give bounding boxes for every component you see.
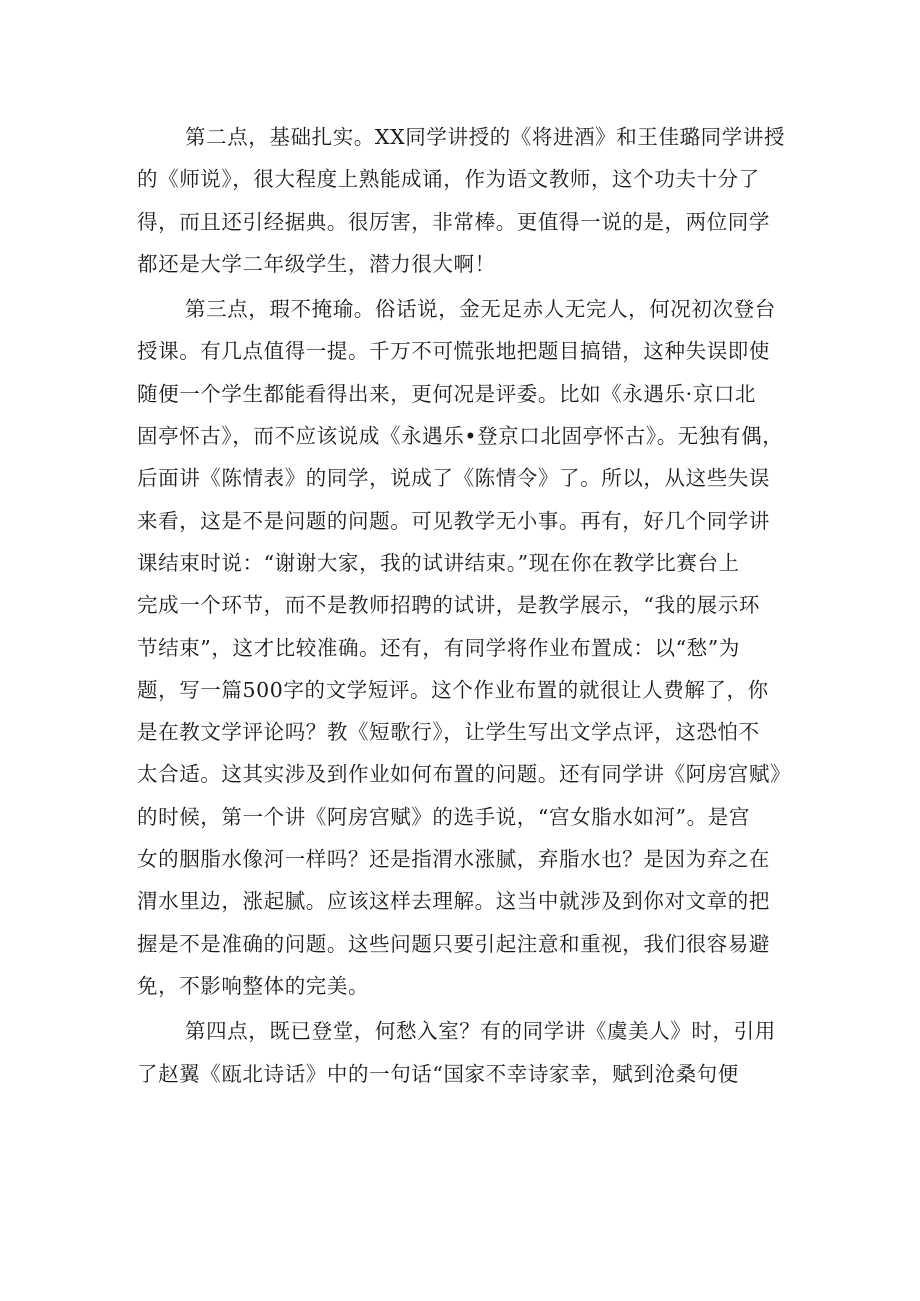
text-line: 固亭怀古》，而不应该说成《永遇乐•登京口北固亭怀古》。无独有偶， <box>137 424 784 449</box>
paragraph-point-four <box>137 1010 797 1095</box>
text-line: 得，而且还引经据典。很厉害，非常棒。更值得一说的是，两位同学 <box>137 209 770 234</box>
text-line: 来看，这是不是问题的问题。可见教学无小事。再有，好几个同学讲 <box>137 508 770 533</box>
paragraph-point-two <box>137 116 797 285</box>
text-line: 都还是大学二年级学生，潜力很大啊！ <box>137 251 496 276</box>
text-line: 后面讲《陈情表》的同学，说成了《陈情令》了。所以，从这些失误 <box>137 466 770 491</box>
text-line: 课结束时说：“谢谢大家，我的试讲结束。”现在你在教学比赛台上 <box>137 550 740 575</box>
text-line: 女的胭脂水像河一样吗？还是指渭水涨腻，弃脂水也？是因为弃之在 <box>137 847 770 872</box>
text-line: 题，写一篇500字的文学短评。这个作业布置的就很让人费解了，你 <box>137 677 769 702</box>
text-line: 免，不影响整体的完美。 <box>137 973 370 998</box>
text-line: 第三点，瑕不掩瑜。俗话说，金无足赤人无完人，何况初次登台 <box>185 297 776 322</box>
text-line: 第四点，既已登堂，何愁入室？有的同学讲《虞美人》时，引用 <box>185 1019 776 1044</box>
text-line: 授课。有几点值得一提。千万不可慌张地把题目搞错，这种失误即使 <box>137 339 770 364</box>
text-line: 握是不是准确的问题。这些问题只要引起注意和重视，我们很容易避 <box>137 931 770 956</box>
text-line: 太合适。这其实涉及到作业如何布置的问题。还有同学讲《阿房宫赋》 <box>137 762 792 787</box>
text-line: 渭水里边，涨起腻。应该这样去理解。这当中就涉及到你对文章的把 <box>137 889 770 914</box>
text-line: 的时候，第一个讲《阿房宫赋》的选手说，“宫女脂水如河”。是宫 <box>137 804 750 829</box>
text-line: 完成一个环节，而不是教师招聘的试讲，是教学展示，“我的展示环 <box>137 593 760 618</box>
document-body <box>137 116 797 1095</box>
text-line: 随便一个学生都能看得出来，更何况是评委。比如《永遇乐·京口北 <box>137 381 757 406</box>
text-line: 了赵翼《瓯北诗话》中的一句话“国家不幸诗家幸，赋到沧桑句便 <box>137 1061 739 1086</box>
paragraph-point-three <box>137 288 797 1007</box>
text-line: 第二点，基础扎实。XX同学讲授的《将进酒》和王佳璐同学讲授 <box>185 125 786 149</box>
text-line: 的《师说》，很大程度上熟能成诵，作为语文教师，这个功夫十分了 <box>137 167 760 192</box>
text-line: 节结束”，这才比较准确。还有，有同学将作业布置成：以“愁”为 <box>137 635 740 660</box>
text-line: 是在教文学评论吗？教《短歌行》，让学生写出文学点评，这恐怕不 <box>137 720 760 745</box>
